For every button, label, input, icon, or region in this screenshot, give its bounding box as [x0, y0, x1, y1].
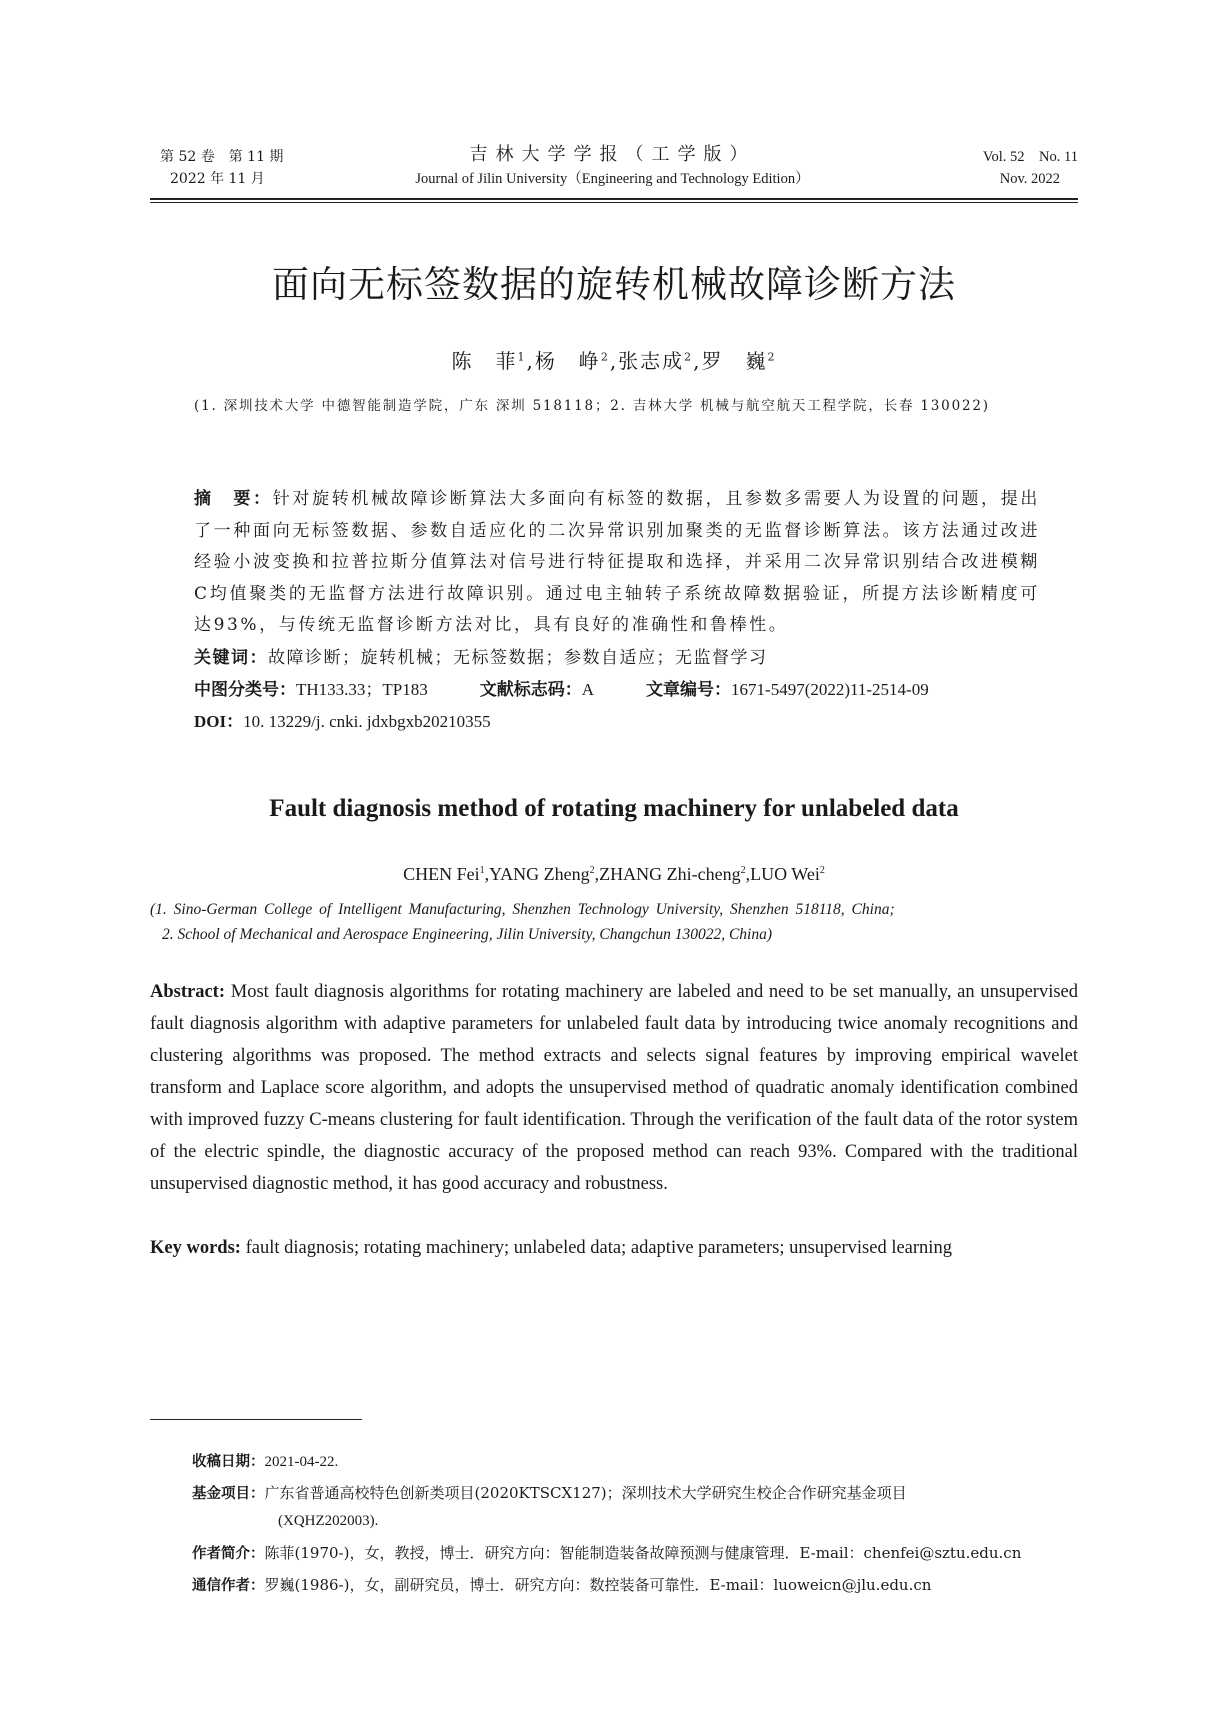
author-sup: 2: [600, 350, 610, 364]
doi-line: [194, 706, 1040, 738]
affiliation-en-line1: (1. Sino-German College of Intelligent Manufacturing, Shenzhen Technology University, Shenzhen 518118, China;: [150, 901, 895, 918]
abstract-en-text: Most fault diagnosis algorithms for rotating machinery are labeled and need to be set manually, an unsupervised fault diagnosis algorithm with adaptive parameters for unlabeled fault data by introducing twice anomaly recognitions and clustering algorithms was proposed. The method extracts and selects signal features by improving empirical wavelet transform and Laplace score algorithm, and adopts the unsupervised method of quadratic anomaly identification combined with improved fuzzy C-means clustering for fault identification. Through the verification of the fault data of the rotor system of the electric spindle, the diagnostic accuracy of the proposed method can reach 93%. Compared with the traditional unsupervised diagnostic method, it has good accuracy and robustness.: [150, 982, 1078, 1194]
received-value: 2021-04-22.: [264, 1454, 339, 1470]
author-en: YANG Zheng: [489, 864, 590, 884]
volume-cn: 第 52 卷 第 11 期: [160, 149, 284, 165]
doc-code-value: A: [581, 680, 595, 699]
author-sup: 1: [479, 865, 485, 876]
abstract-en-label: Abstract:: [150, 982, 226, 1002]
corresponding-value: 罗巍(1986-)，女，副研究员，博士．研究方向：数控装备可靠性．E-mail：luoweicn@jlu.edu.cn: [264, 1576, 932, 1594]
abstract-cn: [194, 484, 1040, 642]
authors-en: CHEN Fei$^1$,YANG Zheng$^2$,ZHANG Zhi-cheng$^2$,LUO Wei$^2$: [403, 864, 825, 884]
keywords-cn-text: 故障诊断；旋转机械；无标签数据；参数自适应；无监督学习: [268, 648, 768, 668]
corresponding-label: 通信作者：: [192, 1578, 265, 1594]
article-no-label: 文章编号：: [646, 680, 732, 700]
author-sup: 2: [767, 350, 777, 364]
author-bio-value: 陈菲(1970-)，女，教授，博士．研究方向：智能制造装备故障预测与健康管理．E-mail：chenfei@sztu.edu.cn: [264, 1544, 1022, 1562]
doc-code-label: 文献标志码：: [479, 680, 582, 700]
header-center: [360, 142, 865, 190]
doi-label: DOI：: [194, 712, 244, 731]
footnote-corresponding: [192, 1572, 1080, 1600]
author-sup: 2: [819, 865, 825, 876]
header-left: [160, 146, 283, 190]
date-cn: 2022 年 11 月: [170, 171, 265, 187]
footnote-rule: [150, 1419, 362, 1420]
title-cn: 面向无标签数据的旋转机械故障诊断方法: [272, 263, 956, 306]
journal-cn: 吉林大学学报（工学版）: [469, 144, 756, 165]
keywords-en-text: fault diagnosis; rotating machinery; unlabeled data; adaptive parameters; unsupervised learning: [245, 1238, 952, 1258]
author-cn: 陈 菲: [451, 349, 518, 373]
date-en: Nov. 2022: [999, 171, 1060, 187]
authors-cn: 陈 菲$^1$,杨 峥$^2$,张志成$^2$,罗 巍$^2$: [451, 349, 777, 373]
affiliation-en: [150, 897, 1080, 947]
author-en: CHEN Fei: [403, 864, 480, 884]
author-sup: 2: [740, 865, 746, 876]
abstract-en: [150, 976, 1078, 1200]
fund-value-cont: (XQHZ202003).: [278, 1513, 379, 1529]
footnote-received: [192, 1448, 1080, 1476]
classification-line: [194, 674, 1040, 706]
clc-value: TH133.33；TP183: [296, 680, 428, 699]
abstract-cn-label: 摘 要：: [194, 489, 273, 509]
article-no-value: 1671-5497(2022)11-2514-09: [731, 680, 929, 699]
author-en: ZHANG Zhi-cheng: [599, 864, 741, 884]
doi-value: 10. 13229/j. cnki. jdxbgxb20210355: [243, 712, 491, 731]
header-rule-thin: [150, 202, 1078, 203]
volume-en: Vol. 52 No. 11: [982, 149, 1078, 165]
author-cn: 罗 巍: [701, 349, 768, 373]
journal-en: Journal of Jilin University（Engineering and Technology Edition）: [415, 171, 810, 187]
author-en: LUO Wei: [750, 864, 820, 884]
author-bio-label: 作者简介：: [192, 1546, 265, 1562]
keywords-en-label: Key words:: [150, 1238, 241, 1258]
header-right: [950, 146, 1078, 190]
footnote-fund: [192, 1480, 1080, 1535]
received-label: 收稿日期：: [192, 1454, 265, 1470]
author-cn: 张志成: [618, 349, 685, 373]
fund-label: 基金项目：: [192, 1486, 265, 1502]
footnote-author: [192, 1540, 1080, 1568]
author-sup: 2: [684, 350, 694, 364]
title-en: Fault diagnosis method of rotating machinery for unlabeled data: [269, 795, 959, 822]
keywords-cn: [194, 642, 1040, 674]
author-cn: 杨 峥: [534, 349, 601, 373]
affiliation-cn: (1. 深圳技术大学 中德智能制造学院，广东 深圳 518118；2. 吉林大学 机械与航空航天工程学院，长春 130022): [194, 398, 990, 414]
abstract-cn-text: 针对旋转机械故障诊断算法大多面向有标签的数据，且参数多需要人为设置的问题，提出了一种面向无标签数据、参数自适应化的二次异常识别加聚类的无监督诊断算法。该方法通过改进经验小波变换和拉普拉斯分值算法对信号进行特征提取和选择，并采用二次异常识别结合改进模糊C均值聚类的无监督方法进行故障识别。通过电主轴转子系统故障数据验证，所提方法诊断精度可达93%，与传统无监督诊断方法对比，具有良好的准确性和鲁棒性。: [194, 489, 1041, 635]
header-rule-thick: [150, 198, 1078, 200]
keywords-en: [150, 1232, 1078, 1264]
fund-value: 广东省普通高校特色创新类项目(2020KTSCX127)；深圳技术大学研究生校企合作研究基金项目: [264, 1484, 907, 1502]
clc-label: 中图分类号：: [194, 680, 296, 700]
author-sup: 2: [589, 865, 595, 876]
author-sup: 1: [517, 350, 527, 364]
keywords-cn-label: 关键词：: [194, 648, 268, 668]
affiliation-en-line2: 2. School of Mechanical and Aerospace Engineering, Jilin University, Changchun 130022, China): [162, 926, 773, 943]
